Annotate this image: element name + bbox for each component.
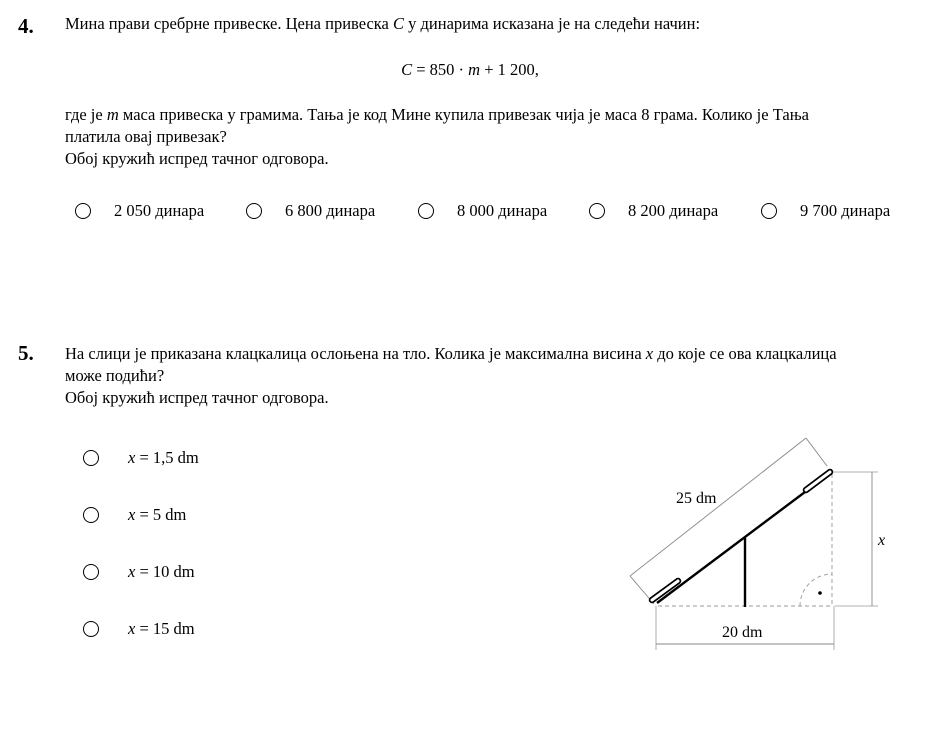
seesaw-figure [620,430,920,655]
answer-radio-5a[interactable] [83,450,99,466]
answer-label-4b: 6 800 динара [285,201,376,220]
question-5-number: 5. [18,341,34,365]
seesaw-seat-right-inner [806,472,830,490]
question-4-description: где је m маса привеска у грамима. Тања је код Мине купила привезак чија је маса 8 грама. Колико је Тања платила овај привезак? Обој кружић испред тачног одговора. [65,104,925,170]
answer-radio-4c[interactable] [418,203,434,219]
plank-length-label: 25 dm [676,490,717,507]
plank-length-dimension-line [630,438,806,576]
answer-radio-4d[interactable] [589,203,605,219]
answer-label-5c: x = 10 dm [128,562,195,581]
answer-radio-4b[interactable] [246,203,262,219]
answer-radio-4a[interactable] [75,203,91,219]
answer-radio-5b[interactable] [83,507,99,523]
answer-radio-5c[interactable] [83,564,99,580]
question-5-instruction: Обој кружић испред тачног одговора. [65,388,329,407]
answer-radio-4e[interactable] [761,203,777,219]
question-4-intro: Мина прави сребрне привеске. Цена привеска C у динарима исказана је на следећи начин: [65,14,701,33]
answer-label-4a: 2 050 динара [114,201,205,220]
answer-label-4d: 8 200 динара [628,201,719,220]
height-label: x [878,532,886,549]
right-angle-dot [818,591,822,595]
plank-length-extension-right [806,438,827,466]
answer-label-5b: x = 5 dm [128,505,187,524]
question-5-text: На слици је приказана клацкалица ослоњена на тло. Колика је максимална висина x до које се ова клацкалица може подићи? Обој кружић испред тачног одговора. [65,343,925,409]
answer-label-4c: 8 000 динара [457,201,548,220]
answer-label-4e: 9 700 динара [800,201,891,220]
right-angle-arc [800,574,832,606]
question-4-instruction: Обој кружић испред тачног одговора. [65,149,329,168]
base-length-label: 20 dm [722,624,763,641]
answer-label-5d: x = 15 dm [128,619,195,638]
price-formula: C = 850 · m + 1 200, [401,60,539,79]
answer-label-5a: x = 1,5 dm [128,448,199,467]
answer-radio-5d[interactable] [83,621,99,637]
question-4-number: 4. [18,14,34,38]
